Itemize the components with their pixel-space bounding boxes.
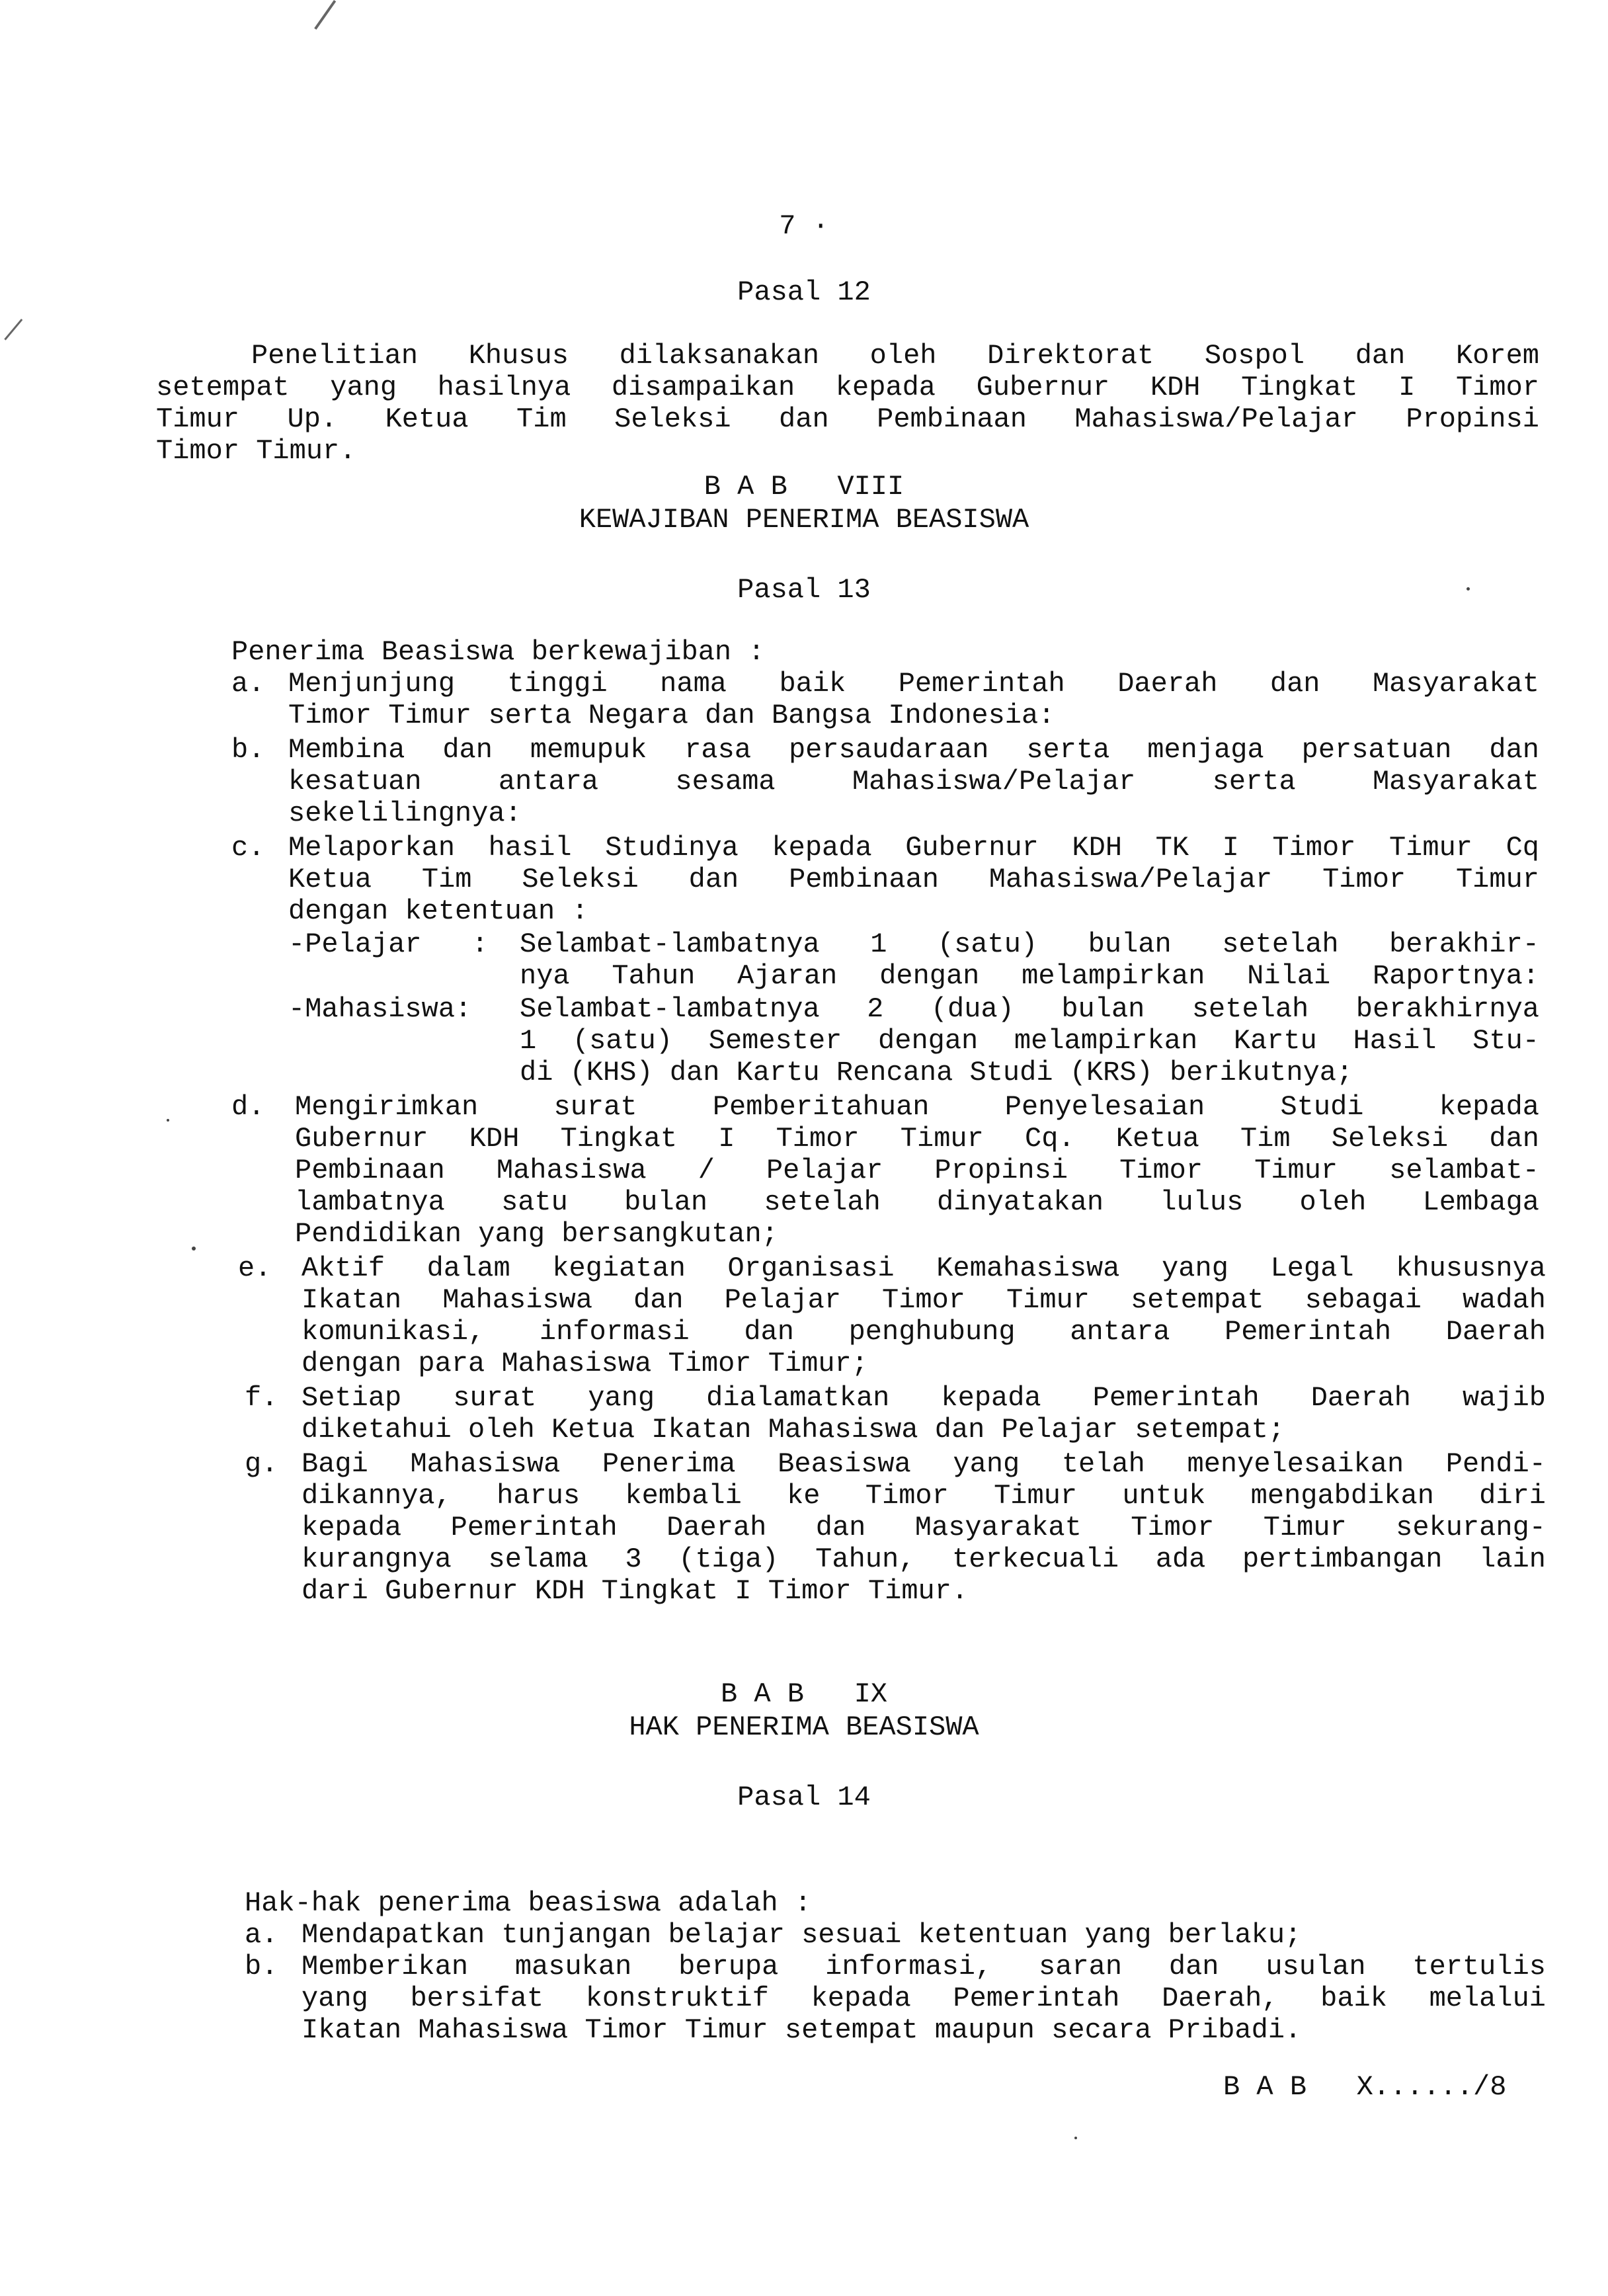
pasal-12-heading: Pasal 12: [737, 276, 871, 308]
item-line: kesatuan antara sesama Mahasiswa/Pelajar serta Masyarakat: [288, 766, 1539, 798]
item-line: kurangnya selama 3 (tiga) Tahun, terkecuali ada pertimbangan lain: [302, 1543, 1546, 1575]
pasal-13-heading: Pasal 13: [737, 574, 871, 606]
sub-item-line: 1 (satu) Semester dengan melampirkan Kartu Hasil Stu-: [520, 1025, 1539, 1057]
item-line: Pendidikan yang bersangkutan;: [295, 1218, 778, 1250]
item-label: g.: [245, 1448, 278, 1480]
pasal-13-intro: Penerima Beasiswa berkewajiban :: [231, 636, 765, 668]
item-line: Ketua Tim Seleksi dan Pembinaan Mahasiswa/Pelajar Timor Timur: [288, 864, 1539, 895]
item-line: Ikatan Mahasiswa dan Pelajar Timor Timur setempat sebagai wadah: [302, 1284, 1546, 1316]
item-line: Aktif dalam kegiatan Organisasi Kemahasiswa yang Legal khususnya: [302, 1252, 1546, 1284]
item-line: kepada Pemerintah Daerah dan Masyarakat Timor Timur sekurang-: [302, 1512, 1546, 1543]
pasal-12-line: setempat yang hasilnya disampaikan kepada Gubernur KDH Tingkat I Timor: [156, 372, 1539, 403]
item-label: d.: [231, 1091, 265, 1123]
item-line: dikannya, harus kembali ke Timor Timur untuk mengabdikan diri: [302, 1480, 1546, 1512]
item-label: c.: [231, 832, 265, 864]
item-label: b.: [231, 734, 265, 766]
scan-speck: [167, 1119, 169, 1122]
item-line: lambatnya satu bulan setelah dinyatakan lulus oleh Lembaga: [295, 1186, 1539, 1218]
sub-item-label: -Pelajar :: [288, 928, 489, 960]
scan-speck: [192, 1247, 196, 1250]
pasal-14-heading: Pasal 14: [737, 1782, 871, 1813]
item-label: b.: [245, 1951, 278, 1983]
sub-item-line: nya Tahun Ajaran dengan melampirkan Nilai Raportnya:: [520, 960, 1539, 992]
pasal-12-line: Timur Up. Ketua Tim Seleksi dan Pembinaan Mahasiswa/Pelajar Propinsi: [156, 403, 1539, 435]
item-line: Melaporkan hasil Studinya kepada Gubernur KDH TK I Timor Timur Cq: [288, 832, 1539, 864]
item-line: Mengirimkan surat Pemberitahuan Penyelesaian Studi kepada: [295, 1091, 1539, 1123]
item-line: komunikasi, informasi dan penghubung antara Pemerintah Daerah: [302, 1316, 1546, 1348]
item-line: Setiap surat yang dialamatkan kepada Pemerintah Daerah wajib: [302, 1382, 1546, 1414]
item-label: a.: [231, 668, 265, 700]
sub-item-line: Selambat-lambatnya 1 (satu) bulan setelah berakhir-: [520, 928, 1539, 960]
page-number: 7 ·: [779, 210, 829, 242]
item-line: diketahui oleh Ketua Ikatan Mahasiswa dan Pelajar setempat;: [302, 1414, 1285, 1446]
item-line: Menjunjung tinggi nama baik Pemerintah Daerah dan Masyarakat: [288, 668, 1539, 700]
item-line: dari Gubernur KDH Tingkat I Timor Timur.: [302, 1575, 969, 1607]
sub-item-line: di (KHS) dan Kartu Rencana Studi (KRS) berikutnya;: [520, 1057, 1353, 1088]
bab-9-title: HAK PENERIMA BEASISWA: [629, 1711, 979, 1743]
bab-8-heading: B A B VIII: [704, 471, 904, 503]
item-line: Bagi Mahasiswa Penerima Beasiswa yang telah menyelesaikan Pendi-: [302, 1448, 1546, 1480]
item-label: f.: [245, 1382, 278, 1414]
item-line: sekelilingnya:: [288, 798, 522, 829]
item-line: Membina dan memupuk rasa persaudaraan serta menjaga persatuan dan: [288, 734, 1539, 766]
sub-item-label: -Mahasiswa:: [288, 993, 472, 1025]
pasal-12-line: Timor Timur.: [156, 435, 356, 467]
item-line: Pembinaan Mahasiswa / Pelajar Propinsi Timor Timur selambat-: [295, 1155, 1539, 1186]
scan-speck: [1074, 2137, 1077, 2139]
pasal-14-intro: Hak-hak penerima beasiswa adalah :: [245, 1887, 811, 1919]
item-line: Memberikan masukan berupa informasi, saran dan usulan tertulis: [302, 1951, 1546, 1983]
item-line: Timor Timur serta Negara dan Bangsa Indonesia:: [288, 700, 1055, 731]
bab-8-title: KEWAJIBAN PENERIMA BEASISWA: [579, 504, 1029, 536]
pasal-12-line: Penelitian Khusus dilaksanakan oleh Direktorat Sospol dan Korem: [251, 340, 1539, 372]
footer-catchword: B A B X....../8: [1223, 2071, 1507, 2103]
sub-item-line: Selambat-lambatnya 2 (dua) bulan setelah berakhirnya: [520, 993, 1539, 1025]
item-line: dengan para Mahasiswa Timor Timur;: [302, 1348, 868, 1379]
scan-mark: [4, 319, 22, 341]
item-line: dengan ketentuan :: [288, 895, 588, 927]
item-line: Gubernur KDH Tingkat I Timor Timur Cq. Ketua Tim Seleksi dan: [295, 1123, 1539, 1155]
item-line: Mendapatkan tunjangan belajar sesuai ketentuan yang berlaku;: [302, 1919, 1302, 1951]
bab-9-heading: B A B IX: [720, 1678, 888, 1710]
item-line: yang bersifat konstruktif kepada Pemerintah Daerah, baik melalui: [302, 1983, 1546, 2014]
scan-mark: [314, 0, 336, 30]
item-line: Ikatan Mahasiswa Timor Timur setempat maupun secara Pribadi.: [302, 2014, 1302, 2046]
item-label: e.: [238, 1252, 272, 1284]
item-label: a.: [245, 1919, 278, 1951]
